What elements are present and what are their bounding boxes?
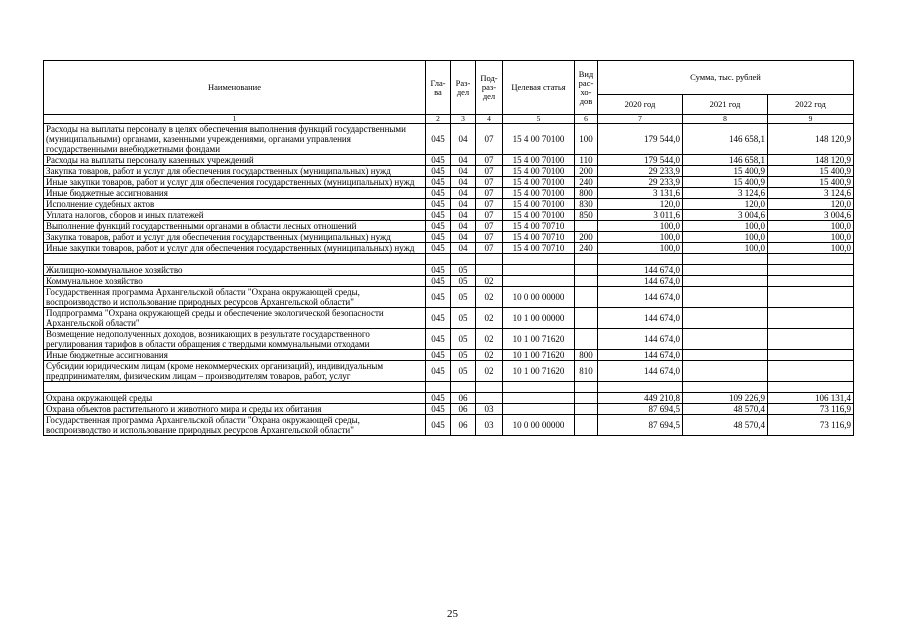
blank-cell	[575, 382, 598, 393]
cell-2020: 144 674,0	[598, 361, 683, 382]
cell-2020: 144 674,0	[598, 276, 683, 287]
cell-2021: 109 226,9	[683, 393, 768, 404]
cell-target	[503, 393, 575, 404]
table-row	[44, 308, 854, 329]
cell-name: Иные бюджетные ассигнования	[44, 350, 426, 361]
cell-glava: 045	[426, 188, 451, 199]
cell-vid: 800	[575, 350, 598, 361]
cell-razdel: 04	[451, 232, 476, 243]
colnum: 9	[768, 115, 854, 124]
blank-cell	[768, 382, 854, 393]
cell-glava: 045	[426, 265, 451, 276]
cell-podrazdel: 07	[476, 210, 503, 221]
cell-target: 15 4 00 70100	[503, 166, 575, 177]
blank-cell	[476, 382, 503, 393]
cell-2022: 15 400,9	[768, 166, 854, 177]
cell-podrazdel: 07	[476, 124, 503, 155]
cell-name: Государственная программа Архангельской области "Охрана окружающей среды, воспроизводство и использование природных ресурсов Архангельской области"	[44, 415, 426, 436]
table-row	[44, 199, 854, 210]
cell-target: 15 4 00 70710	[503, 243, 575, 254]
cell-2020: 144 674,0	[598, 308, 683, 329]
cell-glava: 045	[426, 210, 451, 221]
blank-row	[44, 382, 854, 393]
cell-podrazdel: 02	[476, 287, 503, 308]
cell-name: Субсидии юридическим лицам (кроме некоммерческих организаций), индивидуальным предпринимателям, физическим лицам – производителям товаров, работ, услуг	[44, 361, 426, 382]
cell-2020: 29 233,9	[598, 166, 683, 177]
cell-vid	[575, 404, 598, 415]
table-row	[44, 188, 854, 199]
cell-2021: 146 658,1	[683, 155, 768, 166]
cell-glava: 045	[426, 124, 451, 155]
cell-podrazdel: 07	[476, 166, 503, 177]
cell-name: Охрана объектов растительного и животного мира и среды их обитания	[44, 404, 426, 415]
cell-2020: 179 544,0	[598, 124, 683, 155]
cell-glava: 045	[426, 415, 451, 436]
cell-2022	[768, 329, 854, 350]
blank-cell	[683, 254, 768, 265]
cell-razdel: 05	[451, 265, 476, 276]
table-row	[44, 415, 854, 436]
cell-2022: 120,0	[768, 199, 854, 210]
cell-2022	[768, 276, 854, 287]
cell-podrazdel: 02	[476, 361, 503, 382]
cell-2022	[768, 308, 854, 329]
cell-vid: 240	[575, 243, 598, 254]
table-row	[44, 393, 854, 404]
cell-name: Жилищно-коммунальное хозяйство	[44, 265, 426, 276]
cell-target: 15 4 00 70710	[503, 232, 575, 243]
cell-name: Закупка товаров, работ и услуг для обеспечения государственных (муниципальных) нужд	[44, 232, 426, 243]
cell-podrazdel: 07	[476, 221, 503, 232]
colnum: 3	[451, 115, 476, 124]
cell-target: 15 4 00 70100	[503, 155, 575, 166]
cell-vid: 110	[575, 155, 598, 166]
cell-2021: 100,0	[683, 243, 768, 254]
cell-glava: 045	[426, 232, 451, 243]
cell-name: Закупка товаров, работ и услуг для обеспечения государственных (муниципальных) нужд	[44, 166, 426, 177]
cell-razdel: 06	[451, 404, 476, 415]
cell-razdel: 06	[451, 415, 476, 436]
cell-vid: 850	[575, 210, 598, 221]
cell-razdel: 05	[451, 350, 476, 361]
cell-podrazdel: 07	[476, 188, 503, 199]
cell-2021: 48 570,4	[683, 415, 768, 436]
cell-razdel: 04	[451, 221, 476, 232]
blank-cell	[575, 254, 598, 265]
cell-2022: 148 120,9	[768, 155, 854, 166]
table-row	[44, 210, 854, 221]
cell-target: 15 4 00 70100	[503, 210, 575, 221]
cell-2022: 100,0	[768, 221, 854, 232]
cell-podrazdel: 07	[476, 243, 503, 254]
cell-2021	[683, 361, 768, 382]
cell-2020: 3 011,6	[598, 210, 683, 221]
cell-glava: 045	[426, 155, 451, 166]
blank-cell	[44, 382, 426, 393]
cell-target: 10 1 00 71620	[503, 350, 575, 361]
cell-name: Подпрограмма "Охрана окружающей среды и обеспечение экологической безопасности Архангельской области"	[44, 308, 426, 329]
cell-2020: 3 131,6	[598, 188, 683, 199]
table-row	[44, 361, 854, 382]
cell-razdel: 04	[451, 155, 476, 166]
cell-2020: 29 233,9	[598, 177, 683, 188]
cell-razdel: 04	[451, 243, 476, 254]
cell-2020: 449 210,8	[598, 393, 683, 404]
cell-glava: 045	[426, 243, 451, 254]
cell-2022	[768, 361, 854, 382]
cell-podrazdel	[476, 393, 503, 404]
blank-cell	[451, 254, 476, 265]
blank-cell	[476, 254, 503, 265]
page-number: 25	[447, 608, 458, 620]
table-row	[44, 287, 854, 308]
cell-2020: 179 544,0	[598, 155, 683, 166]
table-row	[44, 177, 854, 188]
cell-razdel: 05	[451, 287, 476, 308]
table-row	[44, 404, 854, 415]
header-name: Наименование	[44, 61, 426, 115]
budget-table	[43, 60, 854, 436]
cell-2021: 146 658,1	[683, 124, 768, 155]
budget-document	[43, 60, 853, 436]
cell-target: 10 0 00 00000	[503, 287, 575, 308]
cell-target: 15 4 00 70100	[503, 124, 575, 155]
cell-2022: 3 124,6	[768, 188, 854, 199]
cell-name: Иные закупки товаров, работ и услуг для обеспечения государственных (муниципальных) нужд	[44, 177, 426, 188]
cell-2022	[768, 287, 854, 308]
cell-2021	[683, 276, 768, 287]
cell-podrazdel: 02	[476, 276, 503, 287]
header-glava: Гла-ва	[426, 61, 451, 115]
cell-vid: 200	[575, 232, 598, 243]
header-2020: 2020 год	[598, 95, 683, 115]
table-row	[44, 329, 854, 350]
cell-glava: 045	[426, 221, 451, 232]
cell-2020: 144 674,0	[598, 265, 683, 276]
colnum: 5	[503, 115, 575, 124]
cell-target: 10 1 00 00000	[503, 308, 575, 329]
cell-podrazdel	[476, 265, 503, 276]
cell-podrazdel: 02	[476, 329, 503, 350]
cell-2022: 100,0	[768, 232, 854, 243]
cell-2020: 144 674,0	[598, 329, 683, 350]
table-row	[44, 243, 854, 254]
header-sum: Сумма, тыс. рублей	[598, 61, 854, 95]
blank-cell	[426, 254, 451, 265]
header-podrazdel: Под-раз-дел	[476, 61, 503, 115]
cell-name: Расходы на выплаты персоналу в целях обеспечения выполнения функций государственными (муниципальными) органами, казенными учреждениями, органами управления государственными внебюджетными фондами	[44, 124, 426, 155]
cell-2020: 87 694,5	[598, 404, 683, 415]
cell-2022: 106 131,4	[768, 393, 854, 404]
cell-target	[503, 404, 575, 415]
table-row	[44, 276, 854, 287]
cell-razdel: 05	[451, 361, 476, 382]
cell-glava: 045	[426, 393, 451, 404]
cell-podrazdel: 07	[476, 177, 503, 188]
cell-podrazdel: 02	[476, 308, 503, 329]
cell-2021	[683, 308, 768, 329]
cell-name: Уплата налогов, сборов и иных платежей	[44, 210, 426, 221]
cell-vid	[575, 329, 598, 350]
cell-name: Расходы на выплаты персоналу казенных учреждений	[44, 155, 426, 166]
cell-podrazdel: 03	[476, 404, 503, 415]
cell-razdel: 04	[451, 124, 476, 155]
cell-glava: 045	[426, 287, 451, 308]
cell-2020: 100,0	[598, 221, 683, 232]
cell-target: 15 4 00 70100	[503, 199, 575, 210]
cell-razdel: 05	[451, 329, 476, 350]
cell-glava: 045	[426, 361, 451, 382]
cell-vid	[575, 265, 598, 276]
cell-podrazdel: 07	[476, 155, 503, 166]
cell-2022	[768, 350, 854, 361]
cell-target: 10 1 00 71620	[503, 361, 575, 382]
cell-2021: 48 570,4	[683, 404, 768, 415]
header-2021: 2021 год	[683, 95, 768, 115]
blank-cell	[598, 382, 683, 393]
cell-2022: 148 120,9	[768, 124, 854, 155]
blank-cell	[768, 254, 854, 265]
cell-razdel: 05	[451, 308, 476, 329]
colnum: 2	[426, 115, 451, 124]
cell-2021: 120,0	[683, 199, 768, 210]
blank-cell	[503, 382, 575, 393]
cell-2021: 15 400,9	[683, 177, 768, 188]
colnum: 8	[683, 115, 768, 124]
cell-vid: 240	[575, 177, 598, 188]
cell-razdel: 05	[451, 276, 476, 287]
cell-2021	[683, 287, 768, 308]
cell-name: Иные закупки товаров, работ и услуг для обеспечения государственных (муниципальных) нужд	[44, 243, 426, 254]
cell-name: Возмещение недополученных доходов, возникающих в результате государственного регулирования тарифов в области обращения с твердыми коммунальными отходами	[44, 329, 426, 350]
cell-name: Иные бюджетные ассигнования	[44, 188, 426, 199]
colnum: 6	[575, 115, 598, 124]
cell-2021	[683, 329, 768, 350]
cell-target: 10 0 00 00000	[503, 415, 575, 436]
blank-row	[44, 254, 854, 265]
cell-2021: 100,0	[683, 221, 768, 232]
cell-2022: 3 004,6	[768, 210, 854, 221]
cell-glava: 045	[426, 166, 451, 177]
cell-name: Коммунальное хозяйство	[44, 276, 426, 287]
cell-name: Государственная программа Архангельской области "Охрана окружающей среды, воспроизводство и использование природных ресурсов Архангельской области"	[44, 287, 426, 308]
cell-glava: 045	[426, 177, 451, 188]
cell-vid: 830	[575, 199, 598, 210]
table-row	[44, 265, 854, 276]
cell-2022: 73 116,9	[768, 415, 854, 436]
cell-target	[503, 265, 575, 276]
cell-name: Охрана окружающей среды	[44, 393, 426, 404]
cell-2020: 100,0	[598, 243, 683, 254]
cell-name: Исполнение судебных актов	[44, 199, 426, 210]
cell-glava: 045	[426, 308, 451, 329]
cell-razdel: 04	[451, 188, 476, 199]
blank-cell	[503, 254, 575, 265]
cell-target: 15 4 00 70710	[503, 221, 575, 232]
cell-glava: 045	[426, 350, 451, 361]
cell-glava: 045	[426, 404, 451, 415]
cell-vid	[575, 221, 598, 232]
header-razdel: Раз-дел	[451, 61, 476, 115]
cell-2020: 144 674,0	[598, 287, 683, 308]
cell-target: 15 4 00 70100	[503, 177, 575, 188]
table-row	[44, 350, 854, 361]
cell-vid	[575, 276, 598, 287]
header-target: Целевая статья	[503, 61, 575, 115]
table-row	[44, 221, 854, 232]
cell-vid	[575, 415, 598, 436]
cell-2022	[768, 265, 854, 276]
cell-2021	[683, 265, 768, 276]
table-row	[44, 232, 854, 243]
cell-2020: 144 674,0	[598, 350, 683, 361]
cell-razdel: 04	[451, 199, 476, 210]
cell-2022: 100,0	[768, 243, 854, 254]
cell-vid	[575, 393, 598, 404]
header-2022: 2022 год	[768, 95, 854, 115]
cell-vid: 200	[575, 166, 598, 177]
blank-cell	[44, 254, 426, 265]
cell-target: 15 4 00 70100	[503, 188, 575, 199]
cell-glava: 045	[426, 276, 451, 287]
cell-podrazdel: 07	[476, 199, 503, 210]
cell-2022: 73 116,9	[768, 404, 854, 415]
cell-razdel: 04	[451, 177, 476, 188]
cell-2021: 15 400,9	[683, 166, 768, 177]
cell-name: Выполнение функций государственными органами в области лесных отношений	[44, 221, 426, 232]
colnum: 4	[476, 115, 503, 124]
cell-2021: 100,0	[683, 232, 768, 243]
cell-podrazdel: 03	[476, 415, 503, 436]
cell-podrazdel: 02	[476, 350, 503, 361]
cell-razdel: 04	[451, 210, 476, 221]
column-number-row	[44, 115, 854, 124]
cell-2021	[683, 350, 768, 361]
blank-cell	[426, 382, 451, 393]
table-row	[44, 155, 854, 166]
cell-2022: 15 400,9	[768, 177, 854, 188]
table-row	[44, 124, 854, 155]
colnum: 7	[598, 115, 683, 124]
cell-2020: 120,0	[598, 199, 683, 210]
cell-vid: 800	[575, 188, 598, 199]
colnum: 1	[44, 115, 426, 124]
cell-vid: 810	[575, 361, 598, 382]
cell-2021: 3 124,6	[683, 188, 768, 199]
cell-glava: 045	[426, 199, 451, 210]
cell-razdel: 04	[451, 166, 476, 177]
blank-cell	[598, 254, 683, 265]
cell-target: 10 1 00 71620	[503, 329, 575, 350]
cell-vid	[575, 308, 598, 329]
cell-2020: 87 694,5	[598, 415, 683, 436]
cell-2020: 100,0	[598, 232, 683, 243]
cell-razdel: 06	[451, 393, 476, 404]
cell-podrazdel: 07	[476, 232, 503, 243]
cell-vid	[575, 287, 598, 308]
cell-glava: 045	[426, 329, 451, 350]
header-vid: Вид рас-хо-дов	[575, 61, 598, 115]
blank-cell	[683, 382, 768, 393]
cell-vid: 100	[575, 124, 598, 155]
table-row	[44, 166, 854, 177]
cell-target	[503, 276, 575, 287]
blank-cell	[451, 382, 476, 393]
cell-2021: 3 004,6	[683, 210, 768, 221]
